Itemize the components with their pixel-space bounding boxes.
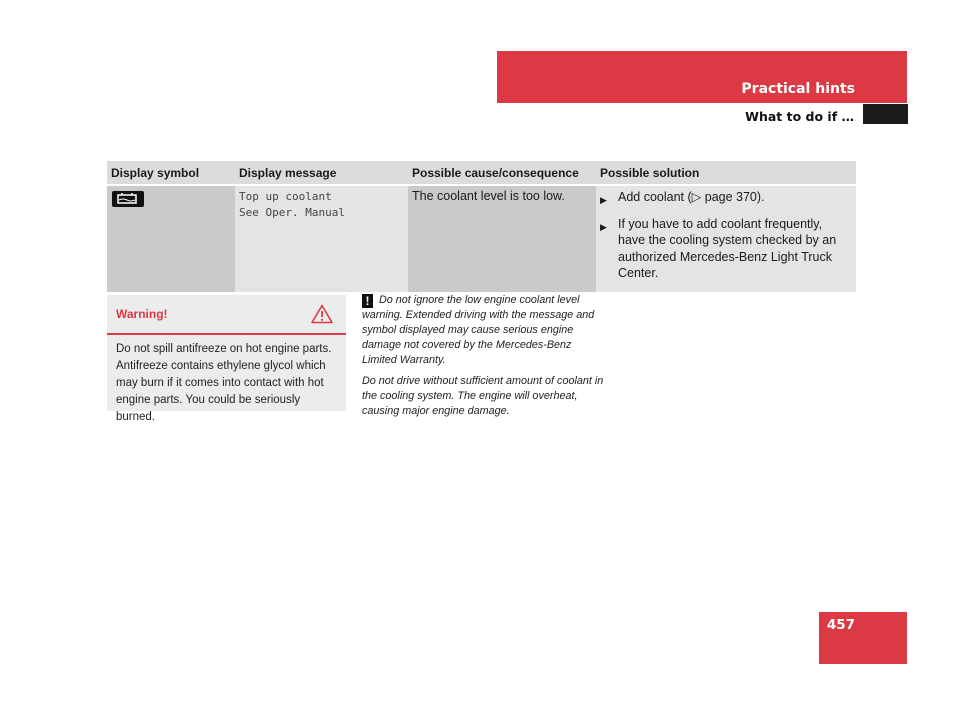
subsection-title: What to do if … bbox=[745, 109, 854, 124]
section-header-band bbox=[497, 51, 907, 103]
warning-triangle-icon bbox=[311, 304, 333, 329]
bullet-triangle-icon: ▶ bbox=[600, 221, 607, 232]
warning-label: Warning! bbox=[116, 307, 168, 321]
note-text-1: Do not ignore the low engine coolant level warning. Extended driving with the message and symbol displayed may cause serious engine damage not covered by the Mercedes-Benz Limited Warranty. bbox=[362, 294, 595, 366]
solution-text: Add coolant (▷ page 370). bbox=[618, 190, 765, 204]
caution-note bbox=[362, 293, 607, 425]
page-number-box bbox=[819, 612, 907, 664]
display-message-cell bbox=[235, 186, 408, 292]
display-message-table bbox=[107, 159, 856, 294]
column-header-display-symbol: Display symbol bbox=[107, 161, 235, 184]
table-row bbox=[107, 186, 856, 292]
page-number: 457 bbox=[826, 617, 855, 633]
display-message-line-1: Top up coolant bbox=[239, 190, 332, 203]
solution-text: If you have to add coolant frequently, have the cooling system checked by an authorized Mercedes-Benz Light Truck Center. bbox=[618, 216, 837, 280]
column-header-possible-solution: Possible solution bbox=[596, 161, 856, 184]
warning-text: Do not spill antifreeze on hot engine parts. Antifreeze contains ethylene glycol which may burn if it comes into contact with hot engine parts. You could be seriously burned. bbox=[116, 343, 332, 423]
solution-item bbox=[600, 189, 852, 209]
exclamation-icon: ! bbox=[362, 294, 373, 308]
bullet-triangle-icon: ▶ bbox=[600, 195, 607, 205]
possible-cause-cell: The coolant level is too low. bbox=[408, 186, 596, 292]
note-paragraph bbox=[362, 293, 607, 368]
possible-solution-cell bbox=[596, 186, 856, 292]
column-header-possible-cause: Possible cause/consequence bbox=[408, 161, 596, 184]
table-header-row bbox=[107, 161, 856, 184]
warning-box bbox=[107, 295, 346, 423]
display-message-line-2: See Oper. Manual bbox=[239, 206, 345, 219]
section-title: Practical hints bbox=[741, 81, 855, 97]
column-header-display-message: Display message bbox=[235, 161, 408, 184]
solution-item bbox=[600, 216, 852, 282]
warning-header bbox=[107, 295, 346, 335]
note-paragraph: Do not drive without sufficient amount of coolant in the cooling system. The engine will overheat, causing major engine damage. bbox=[362, 375, 604, 417]
coolant-level-icon bbox=[112, 191, 144, 207]
subsection-tab-marker bbox=[863, 104, 908, 124]
display-symbol-cell bbox=[107, 186, 235, 292]
